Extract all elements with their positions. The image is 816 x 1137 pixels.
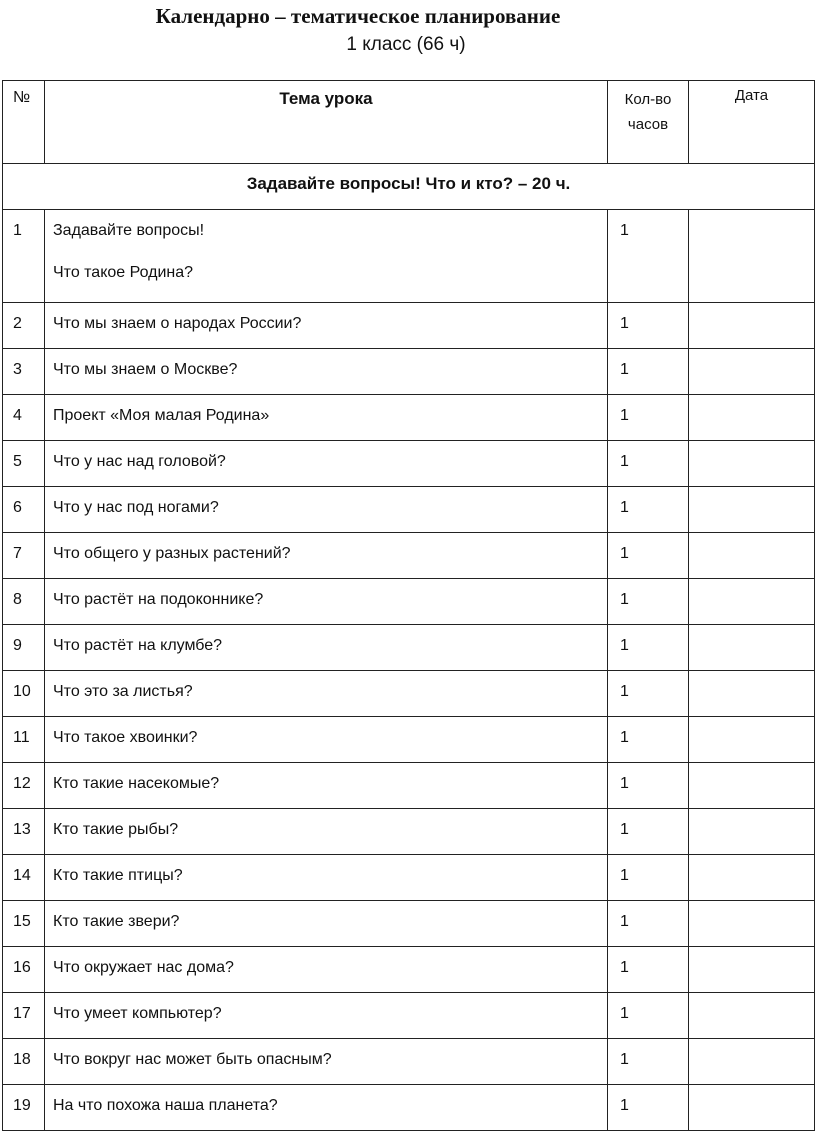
cell-date <box>689 1039 815 1085</box>
table-header-row <box>3 81 815 164</box>
cell-hours: 1 <box>608 901 689 947</box>
cell-topic: Что вокруг нас может быть опасным? <box>45 1039 608 1085</box>
cell-hours: 1 <box>608 395 689 441</box>
cell-topic: Кто такие птицы? <box>45 855 608 901</box>
cell-topic: Кто такие рыбы? <box>45 809 608 855</box>
cell-date <box>689 210 815 303</box>
cell-hours: 1 <box>608 1085 689 1131</box>
cell-hours: 1 <box>608 993 689 1039</box>
cell-number: 8 <box>3 579 45 625</box>
cell-date <box>689 487 815 533</box>
cell-topic: На что похожа наша планета? <box>45 1085 608 1131</box>
cell-date <box>689 441 815 487</box>
header-topic: Тема урока <box>45 81 608 164</box>
cell-topic: Что это за листья? <box>45 671 608 717</box>
cell-topic <box>45 210 608 303</box>
cell-number: 5 <box>3 441 45 487</box>
cell-date <box>689 717 815 763</box>
table-row <box>3 671 815 717</box>
cell-date <box>689 395 815 441</box>
header-date: Дата <box>689 81 815 164</box>
cell-hours: 1 <box>608 671 689 717</box>
cell-topic: Кто такие насекомые? <box>45 763 608 809</box>
lesson-plan-table <box>2 80 815 1131</box>
cell-number: 4 <box>3 395 45 441</box>
document-title: Календарно – тематическое планирование <box>155 4 561 28</box>
cell-number: 15 <box>3 901 45 947</box>
cell-date <box>689 349 815 395</box>
cell-date <box>689 579 815 625</box>
cell-topic: Что растёт на клумбе? <box>45 625 608 671</box>
cell-number: 3 <box>3 349 45 395</box>
cell-hours: 1 <box>608 763 689 809</box>
cell-number: 2 <box>3 303 45 349</box>
table-row <box>3 487 815 533</box>
cell-number: 16 <box>3 947 45 993</box>
cell-date <box>689 625 815 671</box>
table-row <box>3 579 815 625</box>
table-row <box>3 763 815 809</box>
cell-topic: Что у нас под ногами? <box>45 487 608 533</box>
cell-hours: 1 <box>608 210 689 303</box>
header-hours-line2: часов <box>627 116 669 133</box>
cell-number: 1 <box>3 210 45 303</box>
header-number: № <box>3 81 45 164</box>
cell-date <box>689 809 815 855</box>
cell-topic-line1: Задавайте вопросы! <box>53 222 205 239</box>
cell-number: 18 <box>3 1039 45 1085</box>
cell-number: 13 <box>3 809 45 855</box>
cell-topic: Проект «Моя малая Родина» <box>45 395 608 441</box>
cell-hours: 1 <box>608 809 689 855</box>
header-hours-line1: Кол-во <box>624 91 672 108</box>
cell-hours: 1 <box>608 1039 689 1085</box>
table-row <box>3 210 815 303</box>
table-row <box>3 1039 815 1085</box>
cell-hours: 1 <box>608 947 689 993</box>
table-row <box>3 625 815 671</box>
cell-date <box>689 993 815 1039</box>
section-row <box>3 164 815 210</box>
cell-hours: 1 <box>608 717 689 763</box>
table-row <box>3 855 815 901</box>
cell-date <box>689 855 815 901</box>
cell-number: 11 <box>3 717 45 763</box>
cell-topic: Что окружает нас дома? <box>45 947 608 993</box>
section-title: Задавайте вопросы! Что и кто? – 20 ч. <box>3 164 815 210</box>
cell-topic: Что мы знаем о народах России? <box>45 303 608 349</box>
cell-number: 12 <box>3 763 45 809</box>
cell-hours: 1 <box>608 441 689 487</box>
cell-date <box>689 947 815 993</box>
cell-hours: 1 <box>608 533 689 579</box>
table-row <box>3 441 815 487</box>
table-row <box>3 349 815 395</box>
cell-number: 19 <box>3 1085 45 1131</box>
cell-date <box>689 901 815 947</box>
cell-topic: Что общего у разных растений? <box>45 533 608 579</box>
cell-number: 6 <box>3 487 45 533</box>
cell-hours: 1 <box>608 303 689 349</box>
cell-hours: 1 <box>608 625 689 671</box>
cell-date <box>689 671 815 717</box>
cell-hours: 1 <box>608 487 689 533</box>
cell-date <box>689 303 815 349</box>
table-row <box>3 901 815 947</box>
cell-number: 9 <box>3 625 45 671</box>
cell-date <box>689 533 815 579</box>
table-row <box>3 993 815 1039</box>
cell-date <box>689 763 815 809</box>
cell-topic: Что умеет компьютер? <box>45 993 608 1039</box>
cell-topic: Кто такие звери? <box>45 901 608 947</box>
table-row <box>3 717 815 763</box>
header-hours <box>608 81 689 164</box>
document-subtitle: 1 класс (66 ч) <box>346 34 466 55</box>
cell-topic: Что у нас над головой? <box>45 441 608 487</box>
cell-topic: Что мы знаем о Москве? <box>45 349 608 395</box>
table-row <box>3 303 815 349</box>
table-row <box>3 1085 815 1131</box>
cell-number: 7 <box>3 533 45 579</box>
cell-hours: 1 <box>608 349 689 395</box>
cell-topic-line2: Что такое Родина? <box>53 264 194 281</box>
table-row <box>3 809 815 855</box>
cell-hours: 1 <box>608 579 689 625</box>
table-row <box>3 533 815 579</box>
cell-number: 14 <box>3 855 45 901</box>
cell-topic: Что такое хвоинки? <box>45 717 608 763</box>
table-row <box>3 947 815 993</box>
table-row <box>3 395 815 441</box>
cell-number: 10 <box>3 671 45 717</box>
cell-hours: 1 <box>608 855 689 901</box>
cell-topic: Что растёт на подоконнике? <box>45 579 608 625</box>
cell-number: 17 <box>3 993 45 1039</box>
cell-date <box>689 1085 815 1131</box>
